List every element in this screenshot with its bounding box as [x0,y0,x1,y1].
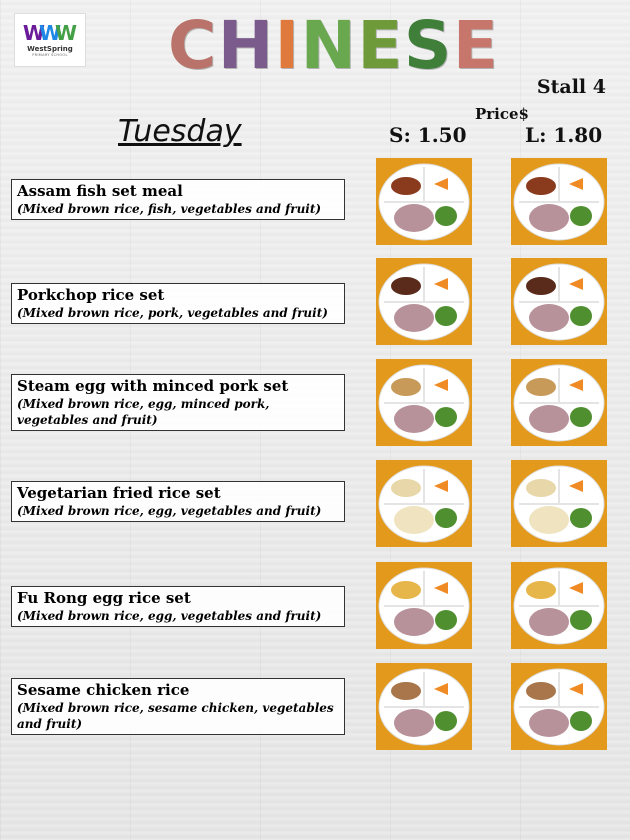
title-letter-n: N [300,7,356,84]
title-letter-h: H [217,7,274,84]
food-photo-small [376,663,472,750]
day-heading: Tuesday [118,114,242,149]
title-letter-i: I [274,7,300,84]
food-photo-large [511,258,607,345]
food-photo-large [511,359,607,446]
price-label: Price$ [475,105,529,123]
stall-number: Stall 4 [536,76,606,98]
title-letter-s: S [403,7,452,84]
food-photo-small [376,460,472,547]
menu-item [11,374,345,431]
menu-item-description: (Mixed brown rice, egg, vegetables and fruit) [17,504,322,518]
menu-item-description: (Mixed brown rice, sesame chicken, vegetables and fruit) [17,701,334,731]
food-photo-large [511,460,607,547]
food-photo-large [511,562,607,649]
menu-item-description: (Mixed brown rice, egg, minced pork, vegetables and fruit) [17,397,270,427]
menu-item-name: Steam egg with minced pork set [17,377,289,395]
page-title [168,7,498,84]
menu-item-description: (Mixed brown rice, fish, vegetables and fruit) [17,202,322,216]
food-photo-small [376,359,472,446]
logo-subtitle: PRIMARY SCHOOL [32,53,68,57]
menu-item [11,586,345,627]
logo-icon: WWW [22,21,78,45]
title-letter-e2: E [452,7,498,84]
food-photo-small [376,158,472,245]
menu-item-name: Assam fish set meal [17,182,183,200]
menu-item [11,179,345,220]
school-logo [14,13,86,67]
menu-item-description: (Mixed brown rice, pork, vegetables and fruit) [17,306,328,320]
food-photo-small [376,562,472,649]
menu-item [11,283,345,324]
title-letter-e: E [357,7,403,84]
menu-item [11,481,345,522]
menu-item-name: Porkchop rice set [17,286,165,304]
food-photo-large [511,663,607,750]
menu-item [11,678,345,735]
food-photo-large [511,158,607,245]
menu-item-name: Sesame chicken rice [17,681,190,699]
title-letter-c: C [168,7,217,84]
price-small: S: 1.50 [389,123,467,147]
menu-item-name: Vegetarian fried rice set [17,484,221,502]
menu-item-description: (Mixed brown rice, egg, vegetables and fruit) [17,609,322,623]
price-large: L: 1.80 [525,123,603,147]
food-photo-small [376,258,472,345]
logo-name: WestSpring [27,45,73,53]
menu-item-name: Fu Rong egg rice set [17,589,191,607]
